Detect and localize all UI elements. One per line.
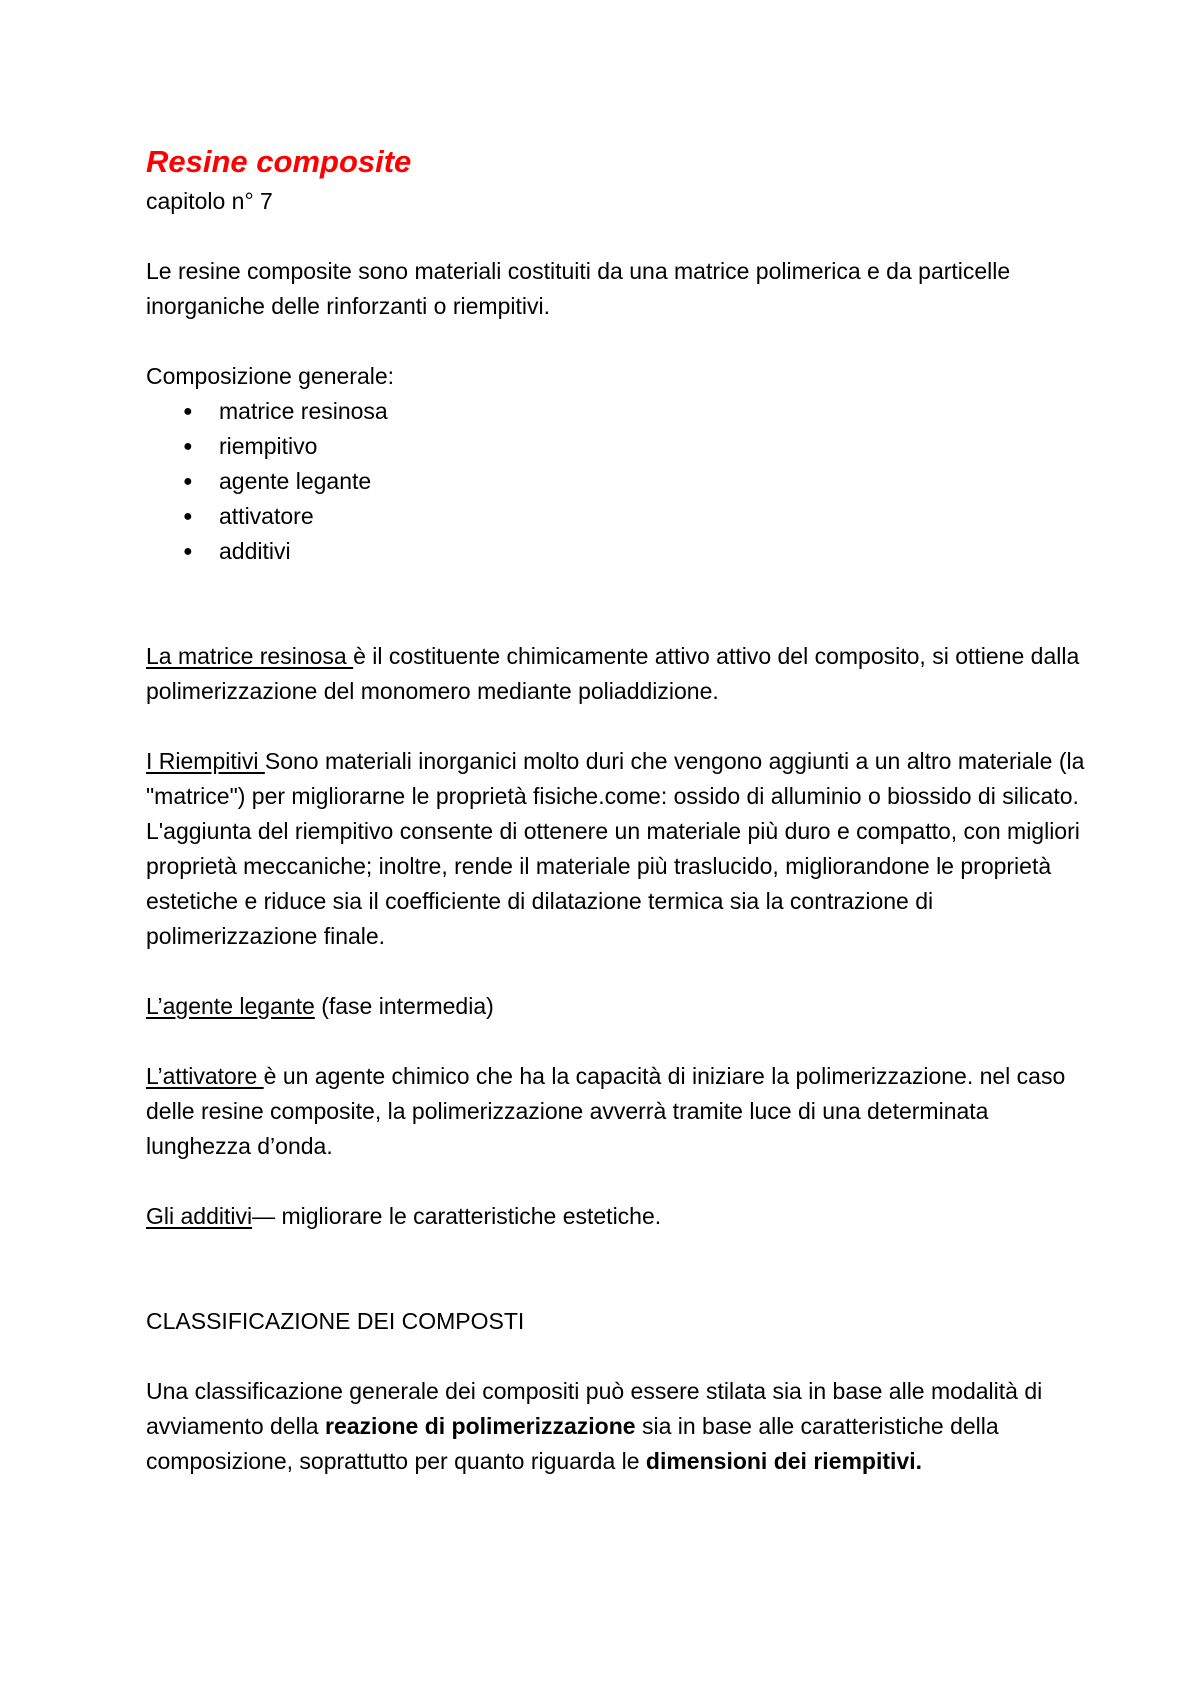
classification-bold-2: dimensioni dei riempitivi. (645, 1448, 922, 1474)
legante-term: L’agente legante (146, 993, 315, 1019)
legante-text: (fase intermedia) (314, 993, 494, 1019)
additivi-term: Gli additivi (146, 1203, 253, 1229)
classification-heading: CLASSIFICAZIONE DEI COMPOSTI (146, 1308, 525, 1334)
attivatore-term: L’attivatore (146, 1063, 264, 1089)
chapter-subtitle: capitolo n° 7 (146, 188, 273, 214)
list-item: ● agente legante (183, 464, 1096, 499)
classification-text-2: sia in base alle caratteristiche della composizione, soprattutto per quanto riguarda le (146, 1413, 999, 1474)
document-page (146, 140, 1096, 1514)
legante-paragraph (146, 989, 1096, 1024)
composition-heading: Composizione generale: (146, 363, 395, 389)
list-item: ● attivatore (183, 499, 1096, 534)
additivi-text: — migliorare le caratteristiche estetiche. (252, 1203, 662, 1229)
list-item: ● riempitivo (183, 429, 1096, 464)
list-item: ● matrice resinosa (183, 394, 1096, 429)
riempitivi-paragraph-2: L'aggiunta del riempitivo consente di ottenere un materiale più duro e compatto, con migliori proprietà meccaniche; inoltre, rende il materiale più traslucido, migliorandone le proprietà estetiche e riduce sia il coefficiente di dilatazione termica sia la contrazione di polimerizzazione finale. (146, 818, 1080, 949)
classification-paragraph (146, 1374, 1096, 1479)
bullet-icon: ● (183, 508, 193, 525)
attivatore-text: è un agente chimico che ha la capacità di iniziare la polimerizzazione. nel caso delle resine composite, la polimerizzazione avverrà tramite luce di una determinata lunghezza d’onda. (146, 1063, 1066, 1159)
bullet-icon: ● (183, 473, 193, 490)
matrice-term: La matrice resinosa (146, 643, 354, 669)
list-item: ● additivi (183, 534, 1096, 569)
attivatore-paragraph (146, 1059, 1096, 1164)
classification-text-1: Una classificazione generale dei compositi può essere stilata sia in base alle modalità di avviamento della (146, 1378, 1043, 1439)
riempitivi-term: I Riempitivi (146, 748, 265, 774)
bullet-icon: ● (183, 438, 193, 455)
document-title: Resine composite (146, 144, 412, 179)
riempitivi-paragraph (146, 744, 1096, 814)
classification-bold-1: reazione di polimerizzazione (325, 1413, 636, 1439)
bullet-icon: ● (183, 403, 193, 420)
composition-list (146, 394, 1096, 569)
matrice-text: è il costituente chimicamente attivo attivo del composito, si ottiene dalla polimerizzazione del monomero mediante poliaddizione. (146, 643, 1080, 704)
matrice-paragraph (146, 639, 1096, 709)
additivi-paragraph (146, 1199, 1096, 1234)
bullet-icon: ● (183, 543, 193, 560)
spacer (146, 1269, 1096, 1304)
riempitivi-text: Sono materiali inorganici molto duri che vengono aggiunti a un altro materiale (la "matrice") per migliorarne le proprietà fisiche.come: ossido di alluminio o biossido di silicato. (146, 748, 1085, 809)
intro-paragraph: Le resine composite sono materiali costituiti da una matrice polimerica e da particelle inorganiche delle rinforzanti o riempitivi. (146, 258, 1011, 319)
